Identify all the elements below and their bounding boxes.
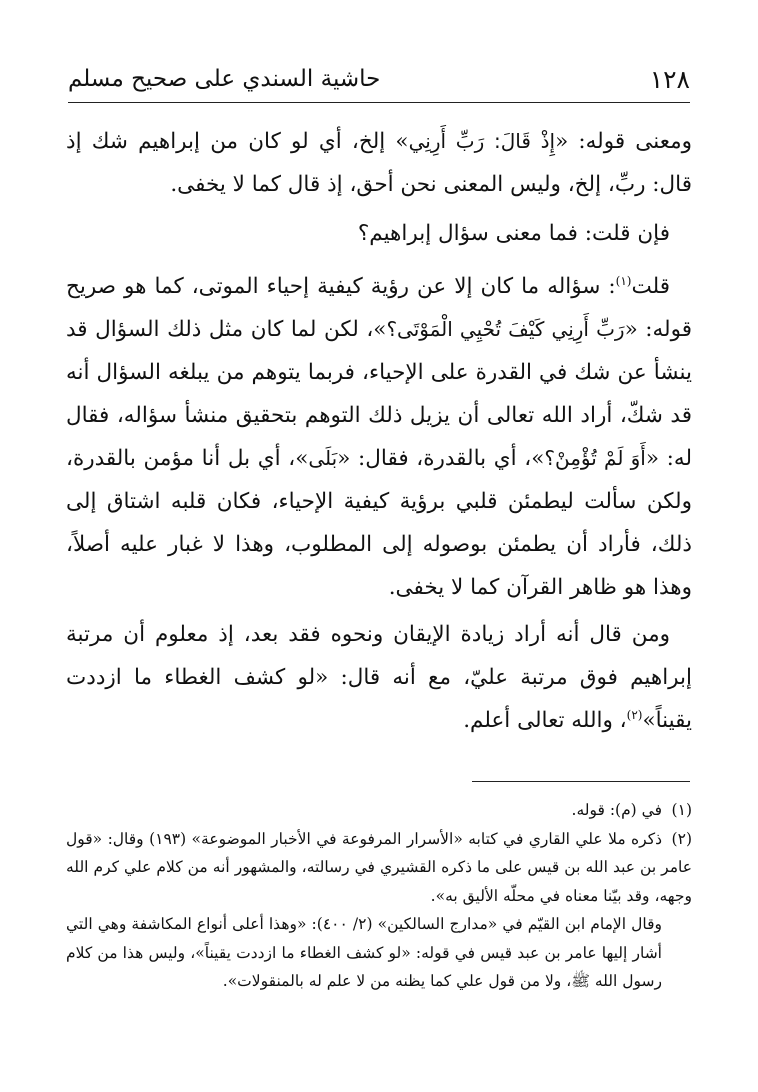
footnote: (٢)ذكره ملا علي القاري في كتابه «الأسرار المرفوعة في الأخبار الموضوعة» (١٩٣) وقال: «قول عامر بن عبد الله بن قيس على ما ذكره القشيري في رسالته، والمشهور أنه من كلام علي كرم الله وجهه، وقد بيّنا معناه في محلّه الأليق به». [66, 825, 692, 911]
footnote-ref: (١) [615, 273, 632, 288]
quran-quote: رَبِّ أَرِنِي كَيْفَ تُحْيِي الْمَوْتَى؟ [386, 317, 625, 341]
page-number: ١٢٨ [649, 64, 690, 94]
footnote-continuation: وقال الإمام ابن القيّم في «مدارج السالكين» (٢/ ٤٠٠): «وهذا أعلى أنواع المكاشفة وهي التي أشار إليها عامر بن عبد قيس في قوله: «لو كشف الغطاء ما ازددت يقيناً»، وليس هذا من كلام رسول الله ﷺ، ولا من قول علي كما يظنه من لا علم له بالمنقولات». [66, 915, 662, 990]
paragraph: ومن قال أنه أراد زيادة الإيقان ونحوه فقد بعد، إذ معلوم أن مرتبة إبراهيم فوق مرتبة عليّ، مع أنه قال: «لو كشف الغطاء ما ازددت يقيناً»$^{(٢)}$، والله تعالى أعلم. [66, 622, 692, 733]
footnote-number: (٢) [671, 829, 692, 848]
running-title: حاشية السندي على صحيح مسلم [68, 66, 381, 92]
footnote-divider [472, 781, 690, 782]
footnotes [66, 796, 692, 996]
quran-quote: بَلَى [308, 446, 338, 470]
paragraph: قلت$^{(١)}$: سؤاله ما كان إلا عن رؤية كيفية إحياء الموتى، كما هو صريح قوله: «رَبِّ أَرِنِي كَيْفَ تُحْيِي الْمَوْتَى؟»، لكن لما كان مثل ذلك السؤال قد ينشأ عن شك في القدرة على الإحياء، فربما يتوهم من يبلغه السؤال أنه قد شكّ، أراد الله تعالى أن يزيل ذلك التوهم بتحقيق منشأ سؤاله، فقال له: «أَوَ لَمْ تُؤْمِنْ؟»، أي بالقدرة، فقال: «بَلَى»، أي بل أنا مؤمن بالقدرة، ولكن سألت ليطمئن قلبي برؤية كيفية الإحياء، فكان قلبه اشتاق إلى ذلك، فأراد أن يطمئن بوصوله إلى المطلوب، وهذا لا غبار عليه أصلاً، وهذا هو ظاهر القرآن كما لا يخفى. [66, 273, 692, 600]
paragraph: ومعنى قوله: «إِذْ قَالَ: رَبِّ أَرِنِي» إلخ، أي لو كان من إبراهيم شك إذ قال: ربِّ، إلخ، وليس المعنى نحن أحق، إذ قال كما لا يخفى. [66, 129, 692, 197]
page-header [68, 56, 690, 103]
quran-quote: إِذْ قَالَ: رَبِّ أَرِنِي [408, 129, 556, 153]
main-text [66, 120, 692, 742]
footnote: (١)في (م): قوله. [66, 796, 692, 825]
footnote-number: (١) [671, 801, 692, 819]
footnote-ref: (٢) [626, 707, 643, 722]
quran-quote: أَوَ لَمْ تُؤْمِنْ؟ [544, 446, 646, 470]
question-paragraph: فإن قلت: فما معنى سؤال إبراهيم؟ [357, 221, 670, 246]
